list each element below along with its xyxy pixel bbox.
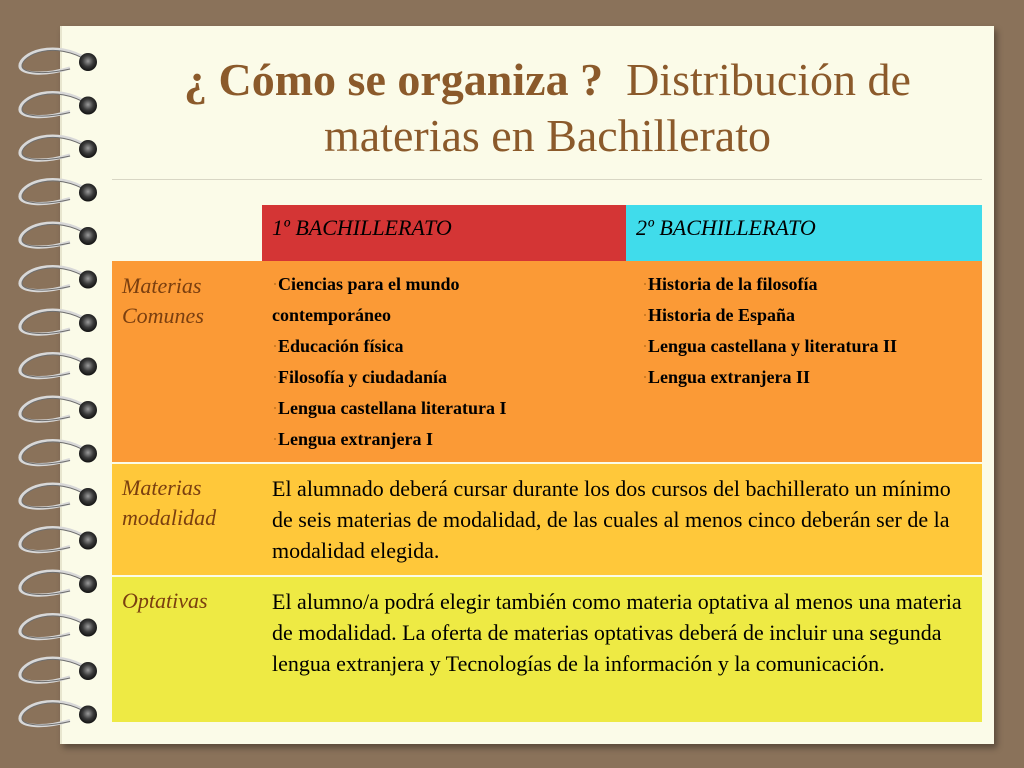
row-label-materias-modalidad: Materias modalidad [122, 475, 217, 530]
spiral-ring [20, 310, 97, 334]
spiral-ring [20, 136, 97, 160]
spiral-ring [20, 93, 97, 117]
subject-item: ·Ciencias para el mundo [272, 274, 460, 294]
row-label-materias-comunes: Materias Comunes [122, 273, 204, 328]
modalidad-description: El alumnado deberá cursar durante los dos cursos del bachillerato un mínimo de seis materias de modalidad, de las cuales al menos cinco deberán ser de la modalidad elegida. [272, 476, 951, 563]
spiral-ring [20, 49, 97, 73]
subject-item: ·Lengua castellana y literatura II [642, 336, 897, 356]
list-1-bachillerato [272, 269, 622, 455]
spiral-ring [20, 615, 97, 639]
spiral-ring [20, 528, 97, 552]
row-label-optativas: Optativas [122, 588, 208, 613]
optativas-description: El alumno/a podrá elegir también como materia optativa al menos una materia de modalidad. La oferta de materias optativas deberá de incluir una segunda lengua extranjera y Tecnologías de la información y la comunicación. [272, 589, 962, 676]
row-separator [112, 462, 982, 464]
subject-item: ·Historia de España [642, 305, 796, 325]
subject-item: contemporáneo [272, 305, 391, 325]
spiral-ring [20, 397, 97, 421]
spiral-ring [20, 441, 97, 465]
row-optativas [112, 576, 982, 722]
list-2-bachillerato [642, 269, 972, 393]
row-separator [112, 575, 982, 577]
spiral-ring [20, 354, 97, 378]
row-materias-modalidad [112, 463, 982, 576]
row-materias-comunes [112, 261, 982, 463]
subject-item: ·Filosofía y ciudadanía [272, 367, 448, 387]
title-divider [112, 179, 982, 180]
header-1-bachillerato: 1º BACHILLERATO [262, 205, 626, 261]
spiral-binding [14, 40, 104, 740]
slide-title [115, 52, 980, 164]
title-subject: Distribución de materias en Bachillerato [323, 54, 911, 161]
spiral-ring [20, 223, 97, 247]
spiral-ring [20, 571, 97, 595]
subject-item: ·Lengua extranjera II [642, 367, 810, 387]
spiral-ring [20, 702, 97, 726]
spiral-ring [20, 180, 97, 204]
subject-item: ·Lengua extranjera I [272, 429, 433, 449]
subject-item: ·Lengua castellana literatura I [272, 398, 507, 418]
title-question: ¿ Cómo se organiza ? [184, 54, 604, 105]
spiral-ring [20, 484, 97, 508]
spiral-ring [20, 658, 97, 682]
subject-item: ·Educación física [272, 336, 404, 356]
header-2-bachillerato: 2º BACHILLERATO [626, 205, 982, 261]
spiral-ring [20, 267, 97, 291]
subject-item: ·Historia de la filosofía [642, 274, 818, 294]
